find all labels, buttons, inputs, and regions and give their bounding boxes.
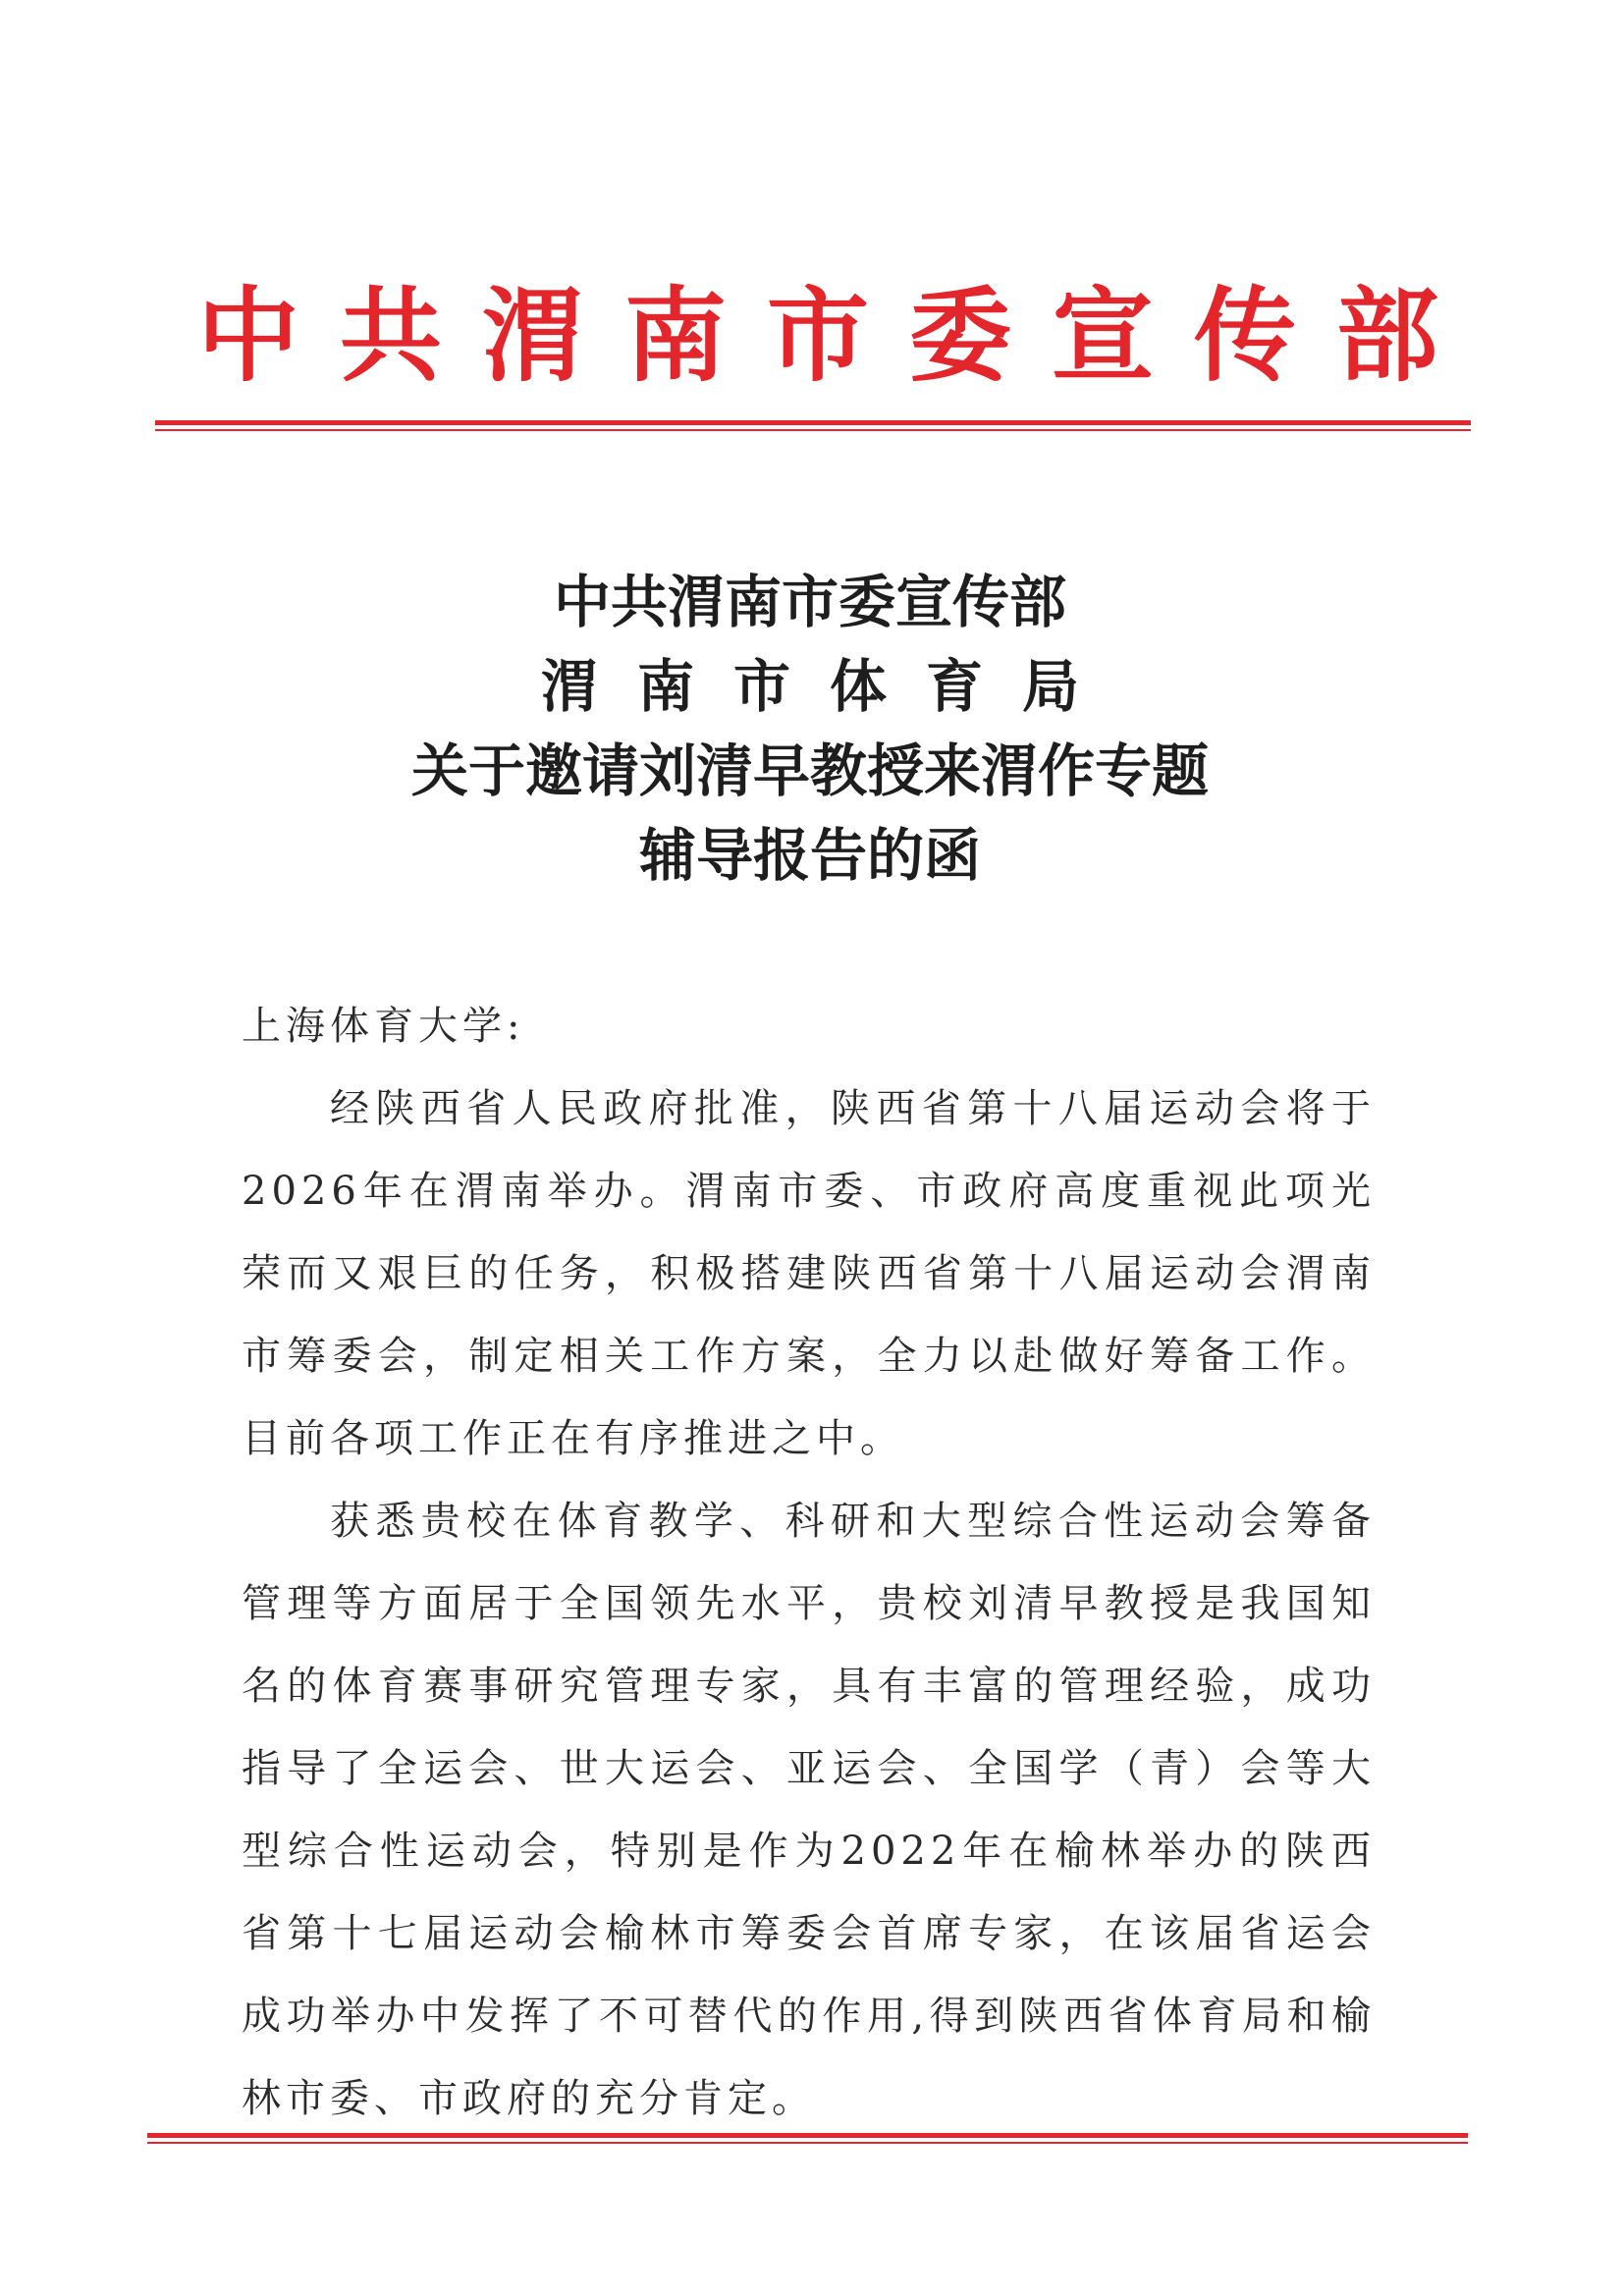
red-rule-thin	[155, 429, 1471, 431]
paragraph-1: 经陕西省人民政府批准，陕西省第十八届运动会将于2026年在渭南举办。渭南市委、市政府高度重视此项光荣而又艰巨的任务，积极搭建陕西省第十八届运动会渭南市筹委会，制定相关工作方案，全力以赴做好筹备工作。目前各项工作正在有序推进之中。	[242, 1086, 1376, 1461]
salutation: 上海体育大学:	[242, 1004, 525, 1049]
paragraph-2: 获悉贵校在体育教学、科研和大型综合性运动会筹备管理等方面居于全国领先水平，贵校刘清早教授是我国知名的体育赛事研究管理专家，具有丰富的管理经验，成功指导了全运会、世大运会、亚运会、全国学（青）会等大型综合性运动会，特别是作为2022年在榆林举办的陕西省第十七届运动会榆林市筹委会首席专家，在该届省运会成功举办中发挥了不可替代的作用,得到陕西省体育局和榆林市委、市政府的充分肯定。	[242, 1499, 1376, 2121]
letter-body	[242, 985, 1376, 2140]
document-title	[147, 560, 1473, 898]
title-line-2: 渭南市体育局	[540, 653, 1118, 720]
footer-rule-thick	[147, 2133, 1468, 2138]
red-rule-thick	[155, 420, 1471, 425]
title-line-3: 关于邀请刘清早教授来渭作专题	[410, 738, 1209, 804]
title-line-4: 辅导报告的函	[638, 822, 981, 889]
letterhead-org-name: 中共渭南市委宣传部	[197, 276, 1480, 396]
title-line-1: 中共渭南市委宣传部	[553, 569, 1066, 635]
footer-rule-thin	[147, 2142, 1468, 2144]
